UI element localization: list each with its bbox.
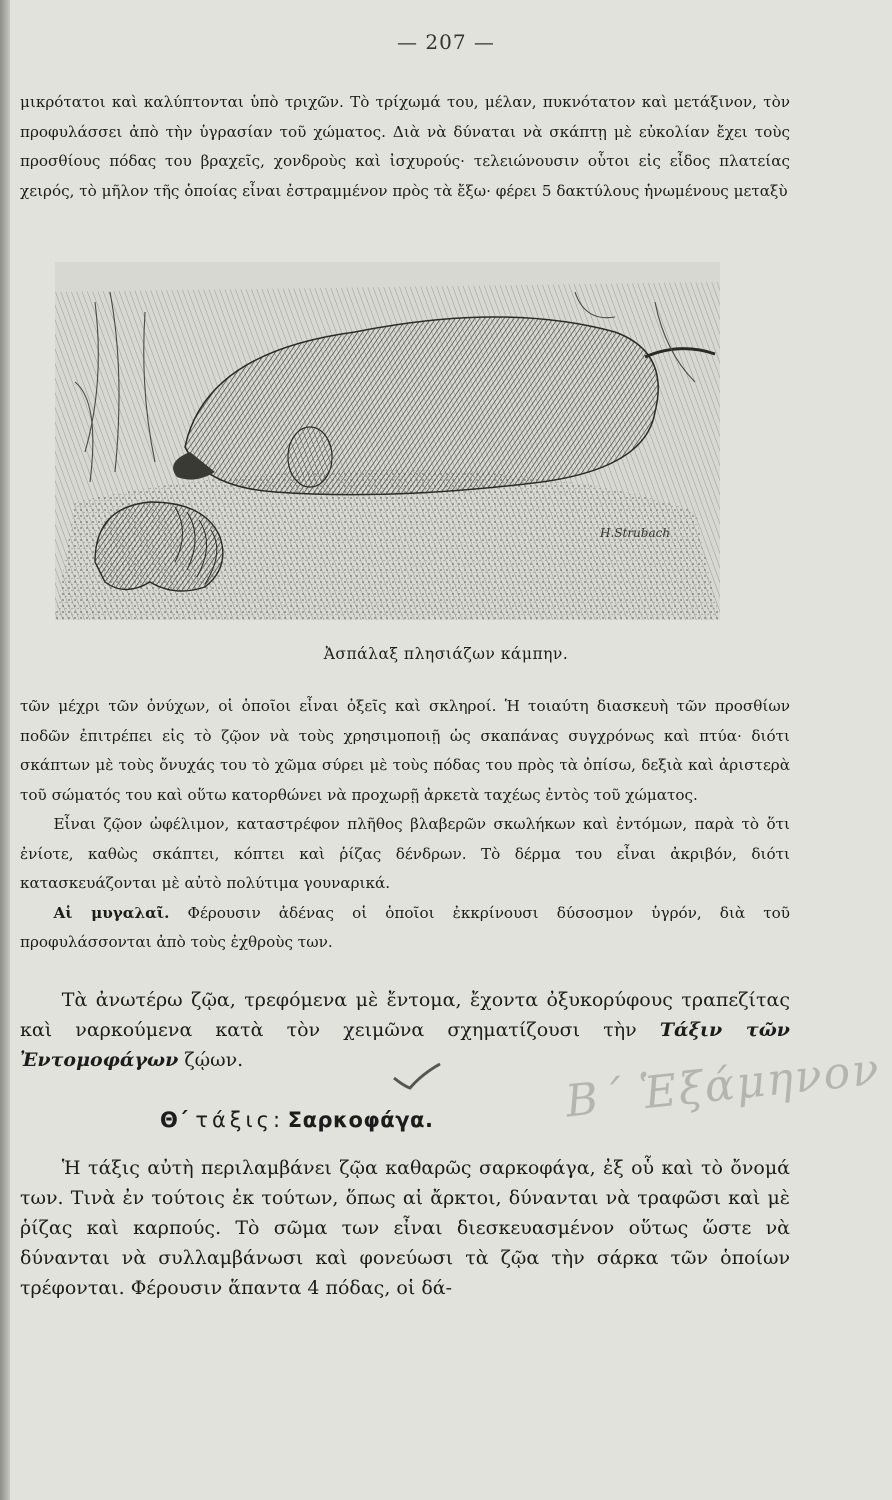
mice-text: Φέρουσιν ἀδένας οἱ ὁποῖοι ἐκκρίνουσι δύσοσμον ὑγρόν, διὰ τοῦ προφυλάσσονται ἀπὸ τοὺς ἐχθροὺς των. [20,903,791,951]
section-prefix: Θ΄ [160,1108,189,1132]
illustrator-signature: H.Strubach [600,526,671,540]
figure-caption: Ἀσπάλαξ πλησιάζων κάμπην. [323,645,569,663]
insectivores-tail: ζῴων. [184,1049,244,1071]
paragraph-text: τῶν μέχρι τῶν ὀνύχων, οἱ ὁποῖοι εἶναι ὀξεῖς καὶ σκληροί. Ἡ τοιαύτη διασκευὴ τῶν προσθίων ποδῶν ἐπιτρέπει εἰς τὸ ζῷον νὰ τοὺς χρησιμοποιῇ ὡς σκαπάνας συγχρόνως καὶ πτύα· διότι σκάπτων μὲ τοὺς ὄνυχάς του τὸ χῶμα σύρει μὲ τοὺς πόδας του πρὸς τὰ ὀπίσω, δεξιὰ καὶ ἀριστερὰ τοῦ σώματός του καὶ οὕτω κατορθώνει νὰ προχωρῇ ἀρκετὰ ταχέως ἐντὸς τοῦ χώματος. [20,697,790,804]
caterpillar [95,502,223,591]
section-heading [160,1108,433,1132]
paragraph-mole-fur [20,88,790,206]
page-binding-shadow [0,0,10,1500]
section-word: τάξις [195,1108,273,1132]
paragraph-carnivores [20,1153,790,1303]
insectivores-text: Τὰ ἀνωτέρω ζῷα, τρεφόμενα μὲ ἔντομα, ἔχοντα ὀξυκορύφους τραπεζίτας καὶ ναρκούμενα κατὰ τὸν χειμῶνα σχηματίζουσι τὴν [20,989,790,1041]
paragraph-text: Ἡ τάξις αὐτὴ περιλαμβάνει ζῷα καθαρῶς σαρκοφάγα, ἐξ οὗ καὶ τὸ ὄνομά των. Τινὰ ἐν τούτοις ἐκ τούτων, ὅπως αἱ ἄρκτοι, δύνανται νὰ τραφῶσι καὶ μὲ ῥίζας καὶ καρπούς. Τὸ σῶμα των εἶναι διεσκευασμένον οὕτως ὥστε νὰ δύνανται νὰ συλλαμβάνωσι καὶ φονεύωσι τὰ ζῷα τὴν σάρκα τῶν ὁποίων τρέφονται. Φέρουσιν ἅπαντα 4 πόδας, οἱ δά- [20,1157,790,1299]
section-title: Σαρκοφάγα. [287,1108,434,1132]
paragraph-mice [20,899,790,958]
paragraph-mole-digging [20,692,790,958]
pencil-checkmark [392,1062,442,1092]
page-number: — 207 — [397,30,495,54]
order-label: Τάξιν τῶν Ἐντομοφάγων [20,1019,790,1071]
section-colon: : [272,1108,281,1132]
handwritten-note: Β΄ Ἑξάμηνον [563,1043,884,1128]
mole-paw [288,427,332,487]
mice-title: Αἱ μυγαλαῖ. [53,903,170,922]
paragraph-text: Εἶναι ζῷον ὠφέλιμον, καταστρέφον πλῆθος βλαβερῶν σκωλήκων καὶ ἐντόμων, παρὰ τὸ ὅτι ἐνίοτε, καθὼς σκάπτει, κόπτει καὶ ῥίζας δένδρων. Τὸ δέρμα του εἶναι ἀκριβόν, διότι κατασκευάζονται μὲ αὐτὸ πολύτιμα γουναρικά. [20,815,790,892]
mole-illustration [55,262,720,620]
paragraph-text: μικρότατοι καὶ καλύπτονται ὑπὸ τριχῶν. Τὸ τρίχωμά του, μέλαν, πυκνότατον καὶ μετάξινον, τὸν προφυλάσσει ἀπὸ τὴν ὑγρασίαν τοῦ χώματος. Διὰ νὰ δύναται νὰ σκάπτῃ μὲ εὐκολίαν ἔχει τοὺς προσθίους πόδας του βραχεῖς, χονδροὺς καὶ ἰσχυρούς· τελειώνουσιν οὗτοι εἰς εἶδος πλατείας χειρός, τὸ μῆλον τῆς ὁποίας εἶναι ἐστραμμένον πρὸς τὰ ἔξω· φέρει 5 δακτύλους ἡνωμένους μεταξὺ [20,93,790,200]
